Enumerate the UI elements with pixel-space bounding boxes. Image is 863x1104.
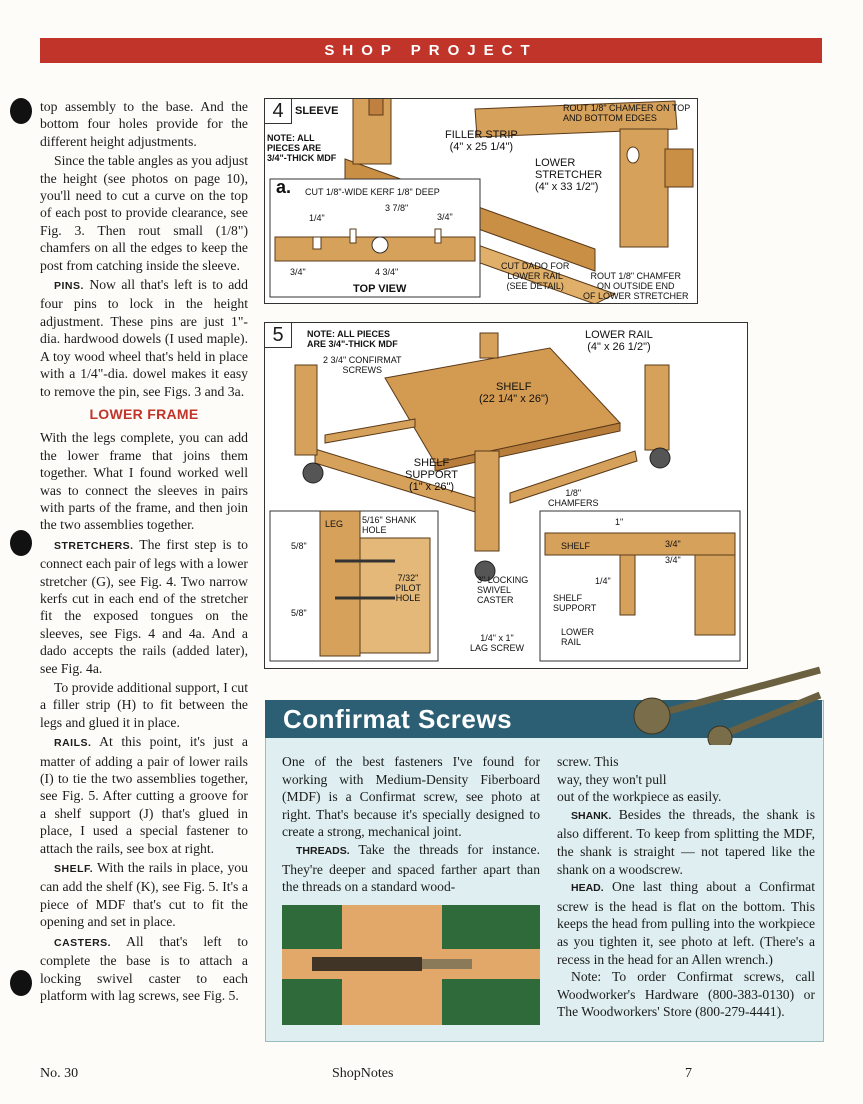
screw-in-mdf-photo: [282, 905, 540, 1025]
run-in-head: STRETCHERS.: [54, 539, 134, 552]
section-banner: SHOP PROJECT: [40, 38, 822, 63]
label-caster: 3" LOCKING SWIVEL CASTER: [477, 575, 529, 605]
label-shelf: SHELF (22 1/4" x 26"): [479, 381, 549, 405]
paragraph: STRETCHERS. The first step is to connect each pair of legs with a lower stretcher (G), see Fig. 4. Two narrow kerfs cut in each end of the stretcher fit the exposed tongues on the sleeves, see Figs. 4 and 4a. And a dado accepts the rails (added later), see Fig. 4a.: [40, 536, 248, 676]
page-number: 7: [685, 1066, 692, 1081]
paragraph: Since the table angles as you adjust the height (see photos on page 10), you'll need to cut a curve on the top of each post to provide clearance, see Fig. 3. Then rout small (1/8") chamfers on all the edges to keep the post from catching inside the sleeve.: [40, 153, 248, 273]
paragraph: One of the best fasteners I've found for working with Medium-Density Fiberboard (MDF) is a Confirmat screw, see photo at right. That's because it's specially designed to create a strong, mechanical joint.: [282, 754, 540, 840]
label-shank-hole: 5/16" SHANK HOLE: [362, 515, 417, 535]
paragraph: CASTERS. All that's left to complete the base is to attach a locking swivel caster to each platform with lag screws, see Fig. 5.: [40, 933, 248, 1003]
paragraph: SHANK. Besides the threads, the shank is also different. To keep from splitting the MDF, the shank is straight — not tapered like the shank on a woodscrew.: [557, 806, 815, 877]
label-lower-stretcher: LOWER STRETCHER (4" x 33 1/2"): [535, 157, 603, 193]
text-line: way, they won't pull: [557, 771, 667, 787]
label-filler-strip: FILLER STRIP (4" x 25 1/4"): [445, 129, 518, 153]
dim-label: 3/4": [437, 212, 453, 222]
top-view-label: TOP VIEW: [353, 283, 407, 295]
run-in-head: PINS.: [54, 280, 84, 293]
label-sleeve: SLEEVE: [295, 105, 339, 117]
dim-label: 5/8": [291, 541, 307, 551]
sidebar-column-1: [282, 753, 540, 896]
dim-label: 3/4": [290, 267, 306, 277]
paragraph: To provide additional support, I cut a filler strip (H) to fit between the legs and glued it in place.: [40, 680, 248, 730]
dim-label: 3/4": [665, 555, 681, 565]
paragraph: PINS. Now all that's left is to add four pins to lock in the height adjustment. These pins are just 1"-dia. hardwood dowels (I used maple). A toy wood wheel that's held in place with a 1/4"-dia. dowel makes it easy to remove the pin, see Figs. 3 and 3a.: [40, 277, 248, 399]
label-shelf-detail: SHELF: [561, 541, 591, 551]
note-label: NOTE: ALL PIECES ARE 3/4"-THICK MDF: [307, 329, 398, 349]
text-line: screw. This: [557, 754, 619, 769]
paragraph: Note: To order Confirmat screws, call Woodworker's Hardware (800-383-0130) or The Woodworkers' Store (800-279-4441).: [557, 969, 815, 1020]
figure-number: 4: [265, 99, 292, 124]
dim-label: 5/8": [291, 608, 307, 618]
issue-number: No. 30: [40, 1066, 79, 1081]
dim-label: 3/4": [665, 539, 681, 549]
paragraph: With the legs complete, you can add the lower frame that joins them together. What I found worked well was to connect the sleeves in pairs with parts of the frame, and then join the two assemblies together.: [40, 430, 248, 533]
dim-label: 3 7/8": [385, 203, 409, 213]
paragraph: HEAD. One last thing about a Confirmat screw is the head is flat on the bottom. This keeps the head from pulling into the workpiece as you tighten it, see photo at left. (There's a recess in the head for an Allen wrench.): [557, 879, 815, 967]
label-rout-top: ROUT 1/8" CHAMFER ON TOP AND BOTTOM EDGES: [563, 103, 691, 123]
dim-label: 1/4": [309, 213, 325, 223]
figure-5: [264, 322, 748, 669]
paragraph: top assembly to the base. And the bottom four holes provide for the different height adjustments.: [40, 99, 248, 149]
left-text-column: [40, 98, 248, 1006]
sidebar-column-2: [557, 753, 815, 1021]
magazine-name: ShopNotes: [332, 1066, 394, 1081]
section-heading: LOWER FRAME: [89, 405, 199, 422]
run-in-head: HEAD.: [571, 882, 604, 895]
text-line: out of the workpiece as easily.: [557, 789, 722, 805]
paragraph: SHELF. With the rails in place, you can add the shelf (K), see Fig. 5. It's a piece of MDF that's cut to fit the opening and set in place.: [40, 860, 248, 930]
label-chamfers: 1/8" CHAMFERS: [548, 488, 599, 508]
label-lower-rail-detail: LOWER RAIL: [561, 627, 595, 647]
label-cut-dado: CUT DADO FOR LOWER RAIL (SEE DETAIL): [501, 261, 570, 291]
run-in-head: SHANK.: [571, 809, 612, 822]
figure-4: [264, 98, 698, 304]
dim-label: 1/4": [595, 576, 611, 586]
label-shelf-support: SHELF SUPPORT (1" x 26"): [405, 457, 458, 493]
label-kerf: CUT 1/8"-WIDE KERF 1/8" DEEP: [305, 187, 440, 197]
screw-photo-icon: [630, 650, 830, 745]
label-lower-rail: LOWER RAIL (4" x 26 1/2"): [585, 329, 653, 353]
binder-hole: [10, 98, 32, 124]
label-rout-end: ROUT 1/8" CHAMFER ON OUTSIDE END OF LOWER STRETCHER: [583, 271, 689, 301]
run-in-head: THREADS.: [296, 844, 350, 857]
label-pilot-hole: 7/32" PILOT HOLE: [395, 573, 422, 603]
dim-label: 1": [615, 517, 624, 527]
paragraph: RAILS. At this point, it's just a matter of adding a pair of lower rails (I) to tie the two assemblies together, see Fig. 5. After cutting a groove for a shelf support (J) that's glued in place, I used a special fastener to attach the rails, see box at right.: [40, 734, 248, 856]
label-lag-screw: 1/4" x 1" LAG SCREW: [470, 633, 525, 653]
figure-number: 5: [265, 323, 292, 348]
binder-hole: [10, 530, 32, 556]
dim-label: 4 3/4": [375, 267, 399, 277]
binder-hole: [10, 970, 32, 996]
sidebar-title: Confirmat Screws: [283, 704, 513, 734]
run-in-head: CASTERS.: [54, 936, 112, 949]
paragraph: THREADS. Take the threads for instance. They're deeper and spaced farther apart than the threads on a standard wood-: [282, 841, 540, 895]
label-confirmat: 2 3/4" CONFIRMAT SCREWS: [323, 355, 402, 375]
note-label: NOTE: ALL PIECES ARE 3/4"-THICK MDF: [267, 133, 337, 163]
run-in-head: SHELF.: [54, 863, 94, 876]
run-in-head: RAILS.: [54, 737, 92, 750]
label-shelf-support-detail: SHELF SUPPORT: [553, 593, 597, 613]
detail-letter: a.: [276, 177, 292, 197]
label-leg: LEG: [325, 519, 344, 529]
